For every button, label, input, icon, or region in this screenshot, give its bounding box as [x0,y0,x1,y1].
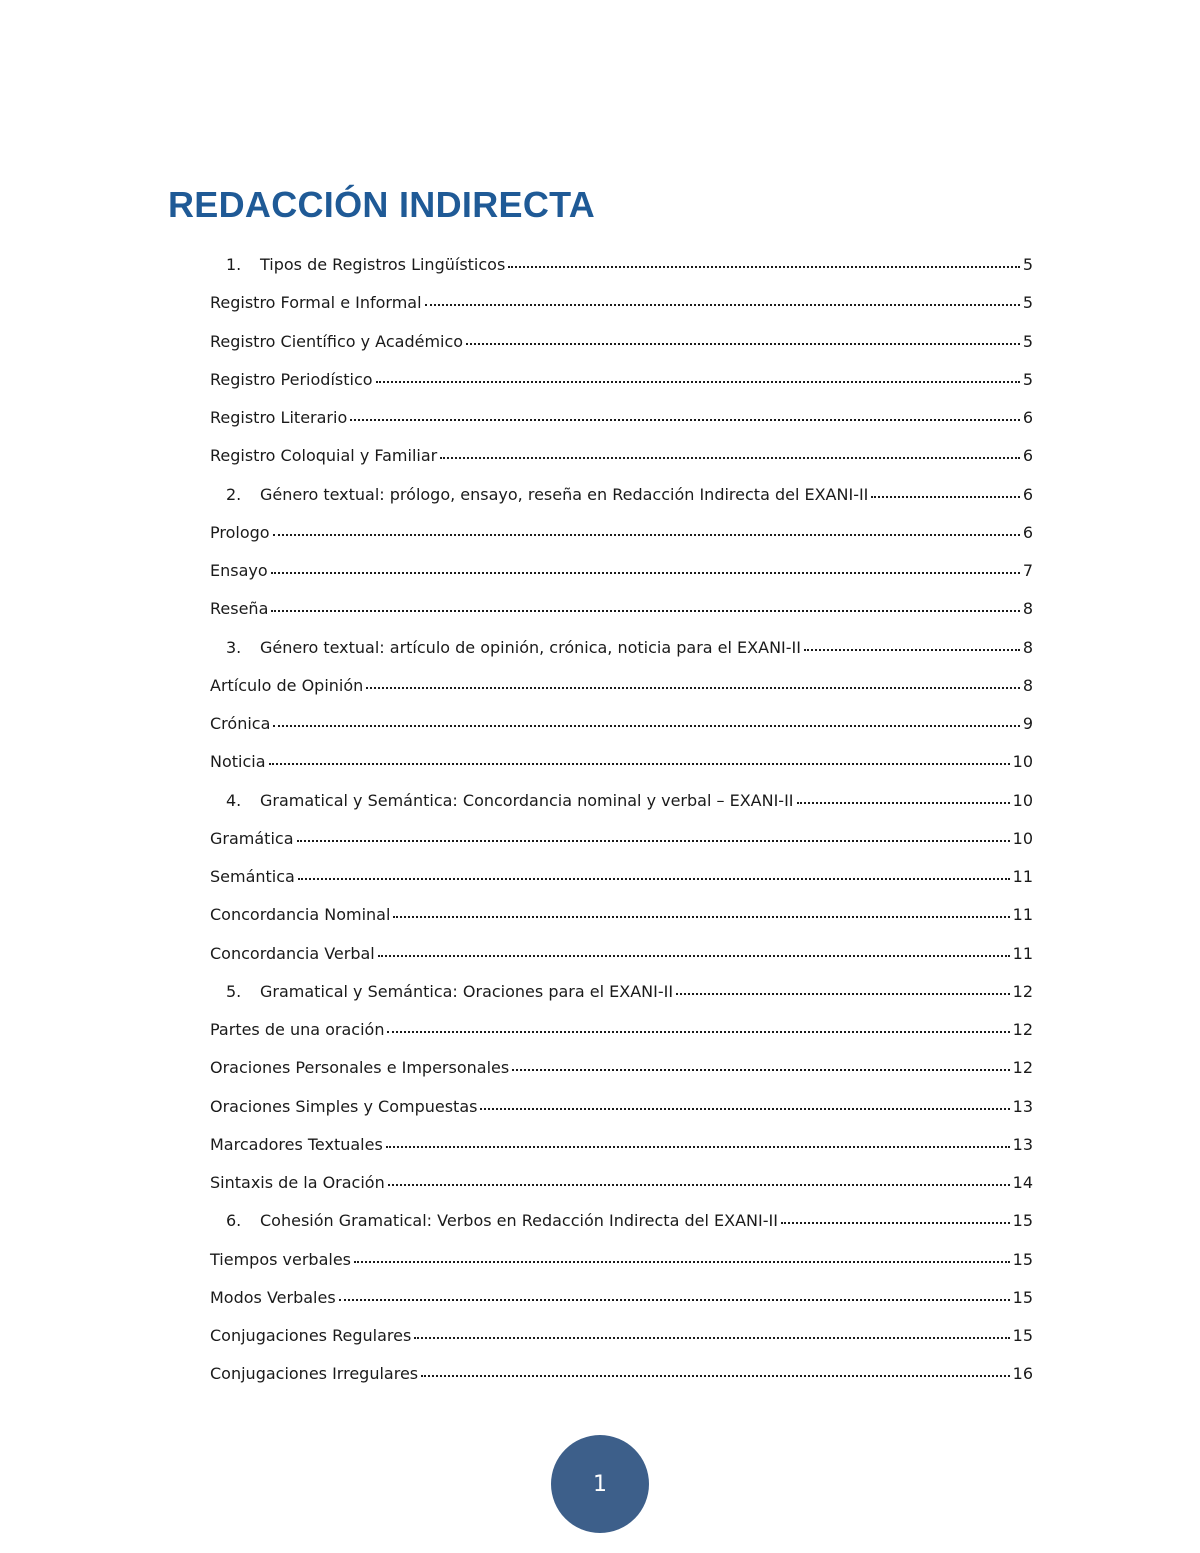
toc-entry-page: 10 [1012,790,1033,810]
toc-entry-page: 13 [1012,1134,1033,1154]
toc-subsection-entry[interactable] [210,1126,1033,1164]
toc-dot-leader [376,381,1020,383]
toc-entry-title: Noticia [210,752,266,772]
toc-subsection-entry[interactable] [210,437,1033,475]
toc-entry-title: Conjugaciones Regulares [210,1326,412,1345]
toc-subsection-entry[interactable] [210,361,1033,399]
toc-section-entry[interactable] [210,629,1033,667]
toc-entry-title: Tipos de Registros Lingüísticos [260,255,506,274]
toc-entry-title: Crónica [210,714,271,733]
toc-entry-title: Gramática [210,828,294,848]
toc-subsection-entry[interactable] [210,667,1033,705]
toc-entry-title: Marcadores Textuales [210,1134,383,1154]
toc-subsection-entry[interactable] [210,743,1033,781]
toc-entry-number: 3. [226,637,242,657]
toc-entry-number: 4. [226,790,242,810]
toc-dot-leader [466,343,1020,345]
toc-dot-leader [387,1031,1009,1033]
toc-subsection-entry[interactable] [210,1049,1033,1087]
toc-entry-page: 16 [1012,1364,1033,1384]
toc-dot-leader [480,1108,1009,1110]
toc-dot-leader [269,763,1010,765]
toc-entry-title: Modos Verbales [210,1287,336,1307]
table-of-contents [210,246,1033,1394]
toc-entry-title: Partes de una oración [210,1020,385,1039]
toc-entry-title: Registro Formal e Informal [210,293,422,313]
toc-dot-leader [271,610,1019,612]
toc-dot-leader [271,572,1020,574]
toc-subsection-entry[interactable] [210,1164,1033,1202]
toc-entry-page: 5 [1022,255,1033,274]
toc-subsection-entry[interactable] [210,858,1033,896]
toc-entry-title: Reseña [210,599,269,619]
toc-entry-page: 6 [1022,408,1033,427]
toc-entry-page: 10 [1012,828,1033,848]
toc-section-entry[interactable] [210,476,1033,514]
toc-section-entry[interactable] [210,782,1033,820]
toc-entry-page: 12 [1012,1058,1033,1078]
toc-dot-leader [393,916,1009,918]
toc-dot-leader [378,955,1010,957]
toc-dot-leader [781,1222,1010,1224]
toc-entry-page: 5 [1022,293,1033,313]
toc-entry-page: 15 [1012,1287,1033,1307]
toc-dot-leader [298,878,1010,880]
toc-section-entry[interactable] [210,246,1033,284]
toc-entry-number: 1. [226,255,242,274]
toc-entry-title: Cohesión Gramatical: Verbos en Redacción Indirecta del EXANI-II [260,1211,778,1231]
toc-entry-title: Concordancia Verbal [210,943,375,963]
toc-dot-leader [388,1184,1010,1186]
toc-subsection-entry[interactable] [210,896,1033,934]
toc-dot-leader [414,1337,1009,1339]
toc-subsection-entry[interactable] [210,552,1033,590]
toc-entry-number: 2. [226,484,242,504]
toc-entry-number: 6. [226,1211,242,1231]
toc-dot-leader [440,457,1020,459]
toc-entry-title: Género textual: prólogo, ensayo, reseña en Redacción Indirecta del EXANI-II [260,484,869,504]
toc-entry-page: 8 [1022,599,1033,619]
toc-subsection-entry[interactable] [210,1279,1033,1317]
toc-entry-page: 10 [1012,752,1033,772]
toc-entry-page: 11 [1012,867,1033,886]
toc-dot-leader [804,649,1020,651]
toc-entry-page: 11 [1012,943,1033,963]
toc-entry-title: Conjugaciones Irregulares [210,1364,419,1384]
toc-dot-leader [871,496,1019,498]
toc-entry-title: Concordancia Nominal [210,905,391,925]
toc-dot-leader [512,1069,1009,1071]
toc-subsection-entry[interactable] [210,1317,1033,1355]
toc-entry-page: 5 [1022,331,1033,351]
toc-entry-page: 15 [1012,1249,1033,1269]
toc-dot-leader [354,1261,1010,1263]
toc-entry-title: Registro Periodístico [210,369,373,389]
toc-dot-leader [273,725,1019,727]
toc-subsection-entry[interactable] [210,514,1033,552]
toc-entry-title: Semántica [210,867,295,886]
toc-entry-page: 6 [1022,446,1033,466]
page-title: REDACCIÓN INDIRECTA [168,184,596,226]
toc-entry-page: 15 [1012,1326,1033,1345]
toc-dot-leader [425,304,1020,306]
toc-entry-page: 12 [1012,981,1033,1001]
toc-subsection-entry[interactable] [210,935,1033,973]
toc-entry-page: 7 [1022,561,1033,580]
toc-entry-number: 5. [226,981,242,1001]
page-number-badge: 1 [551,1435,649,1533]
toc-subsection-entry[interactable] [210,284,1033,322]
toc-dot-leader [508,266,1020,268]
toc-entry-title: Gramatical y Semántica: Oraciones para el EXANI-II [260,981,674,1001]
toc-entry-title: Registro Coloquial y Familiar [210,446,438,466]
toc-subsection-entry[interactable] [210,323,1033,361]
toc-dot-leader [350,419,1020,421]
toc-entry-page: 6 [1022,484,1033,504]
toc-entry-page: 12 [1012,1020,1033,1039]
toc-dot-leader [273,534,1020,536]
toc-entry-page: 13 [1012,1096,1033,1116]
toc-subsection-entry[interactable] [210,1355,1033,1393]
toc-dot-leader [297,840,1010,842]
toc-entry-title: Artículo de Opinión [210,675,364,695]
toc-entry-page: 11 [1012,905,1033,925]
toc-entry-title: Tiempos verbales [210,1249,351,1269]
toc-entry-page: 8 [1022,675,1033,695]
toc-entry-page: 8 [1022,637,1033,657]
toc-entry-title: Sintaxis de la Oración [210,1173,385,1192]
toc-subsection-entry[interactable] [210,1088,1033,1126]
toc-entry-title: Registro Científico y Académico [210,331,464,351]
toc-dot-leader [797,802,1010,804]
toc-subsection-entry[interactable] [210,1011,1033,1049]
toc-entry-title: Ensayo [210,561,268,580]
toc-dot-leader [366,687,1020,689]
toc-dot-leader [676,993,1010,995]
toc-dot-leader [421,1375,1010,1377]
toc-entry-page: 15 [1012,1211,1033,1231]
toc-subsection-entry[interactable] [210,399,1033,437]
toc-section-entry[interactable] [210,1202,1033,1240]
toc-entry-title: Gramatical y Semántica: Concordancia nominal y verbal – EXANI-II [260,790,794,810]
toc-entry-page: 5 [1022,369,1033,389]
toc-dot-leader [386,1146,1010,1148]
toc-entry-page: 6 [1022,522,1033,542]
toc-dot-leader [339,1299,1010,1301]
toc-section-entry[interactable] [210,973,1033,1011]
toc-subsection-entry[interactable] [210,705,1033,743]
toc-subsection-entry[interactable] [210,1241,1033,1279]
toc-entry-title: Registro Literario [210,408,348,427]
toc-subsection-entry[interactable] [210,590,1033,628]
toc-entry-title: Oraciones Simples y Compuestas [210,1096,478,1116]
toc-subsection-entry[interactable] [210,820,1033,858]
toc-entry-page: 9 [1022,714,1033,733]
toc-entry-title: Prologo [210,522,270,542]
toc-entry-title: Oraciones Personales e Impersonales [210,1058,510,1078]
toc-entry-title: Género textual: artículo de opinión, crónica, noticia para el EXANI-II [260,637,801,657]
toc-entry-page: 14 [1012,1173,1033,1192]
